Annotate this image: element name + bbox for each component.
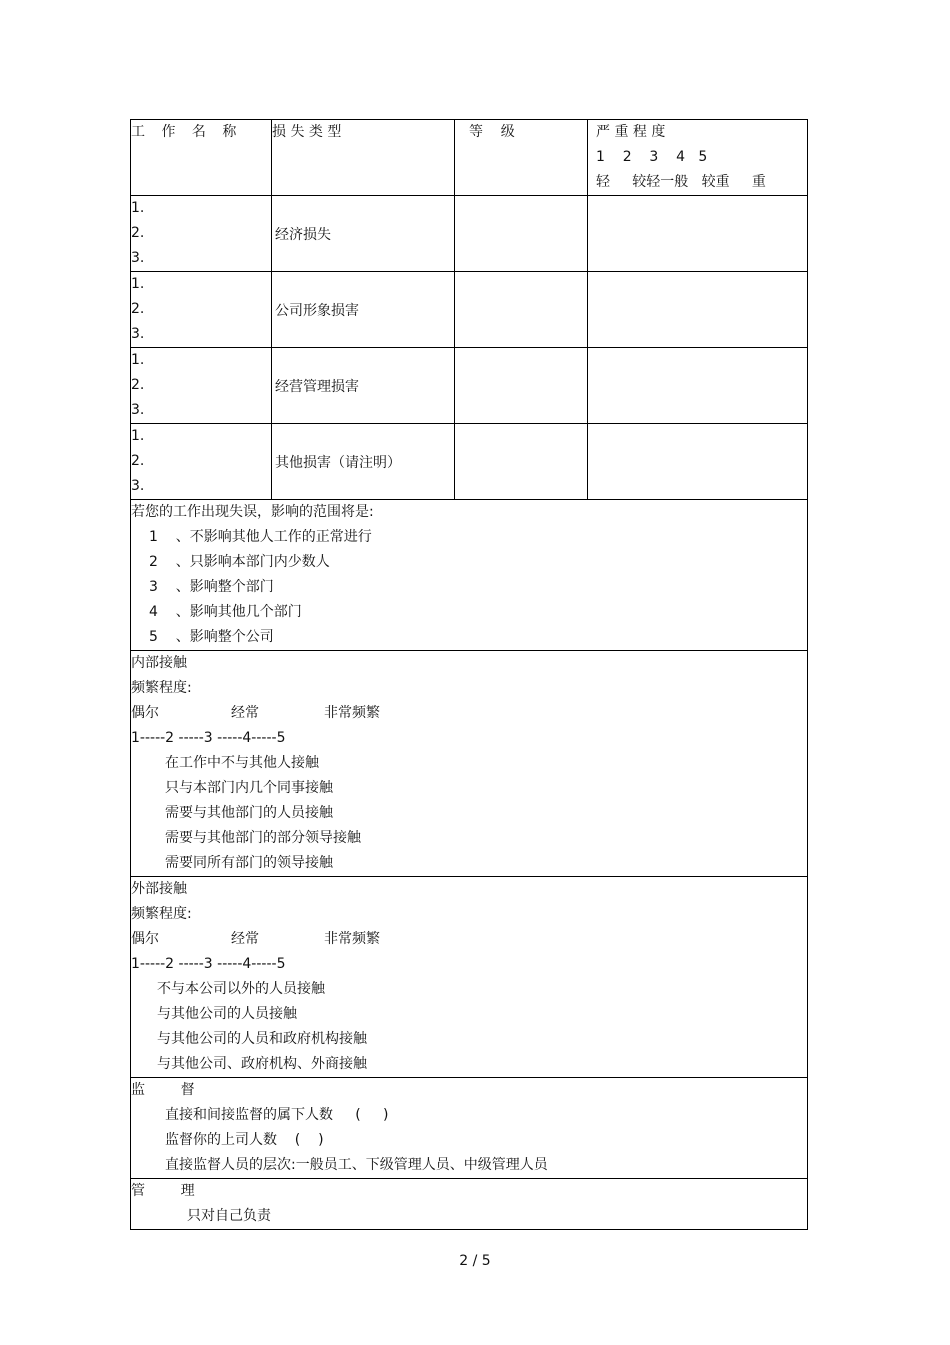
header-loss-type-label: 损 失 类 型 [272, 124, 342, 140]
internal-contact-option[interactable]: 在工作中不与其他人接触 [165, 755, 319, 771]
internal-contact-cell [131, 651, 808, 877]
manage-title: 管 理 [131, 1183, 195, 1199]
item-number: 2. [131, 453, 145, 469]
external-contact-cell [131, 877, 808, 1078]
impact-cell [131, 500, 808, 651]
loss-type-cell: 经济损失 [272, 196, 455, 272]
external-contact-option[interactable]: 不与本公司以外的人员接触 [157, 981, 325, 997]
job-name-cell [131, 196, 272, 272]
item-number: 1. [131, 352, 145, 368]
form-table [130, 119, 808, 1230]
item-number: 1. [131, 200, 145, 216]
manage-cell [131, 1179, 808, 1230]
loss-row-management [131, 348, 808, 424]
header-job-name-label: 工 作 名 称 [131, 124, 243, 140]
external-freq-label: 频繁程度: [131, 906, 192, 922]
header-row [131, 120, 808, 196]
loss-type-cell: 公司形象损害 [272, 272, 455, 348]
loss-type-cell: 其他损害（请注明） [272, 424, 455, 500]
item-number: 2. [131, 225, 145, 241]
item-number: 1. [131, 276, 145, 292]
internal-contact-option[interactable]: 需要与其他部门的部分领导接触 [165, 830, 361, 846]
severity-input-cell[interactable] [588, 272, 808, 348]
header-grade [455, 120, 588, 196]
header-grade-label: 等 级 [469, 124, 515, 140]
item-number: 2. [131, 301, 145, 317]
job-name-cell [131, 348, 272, 424]
impact-section [131, 500, 808, 651]
header-job-name [131, 120, 272, 196]
severity-labels: 轻 较轻一般 较重 重 [596, 174, 766, 190]
grade-input-cell[interactable] [455, 424, 588, 500]
freq-high-label: 非常频繁 [324, 931, 380, 947]
page-number: 2 / 5 [459, 1253, 491, 1269]
external-freq-legend [131, 927, 807, 952]
impact-title: 若您的工作出现失误，影响的范围将是: [131, 504, 374, 520]
supervise-title: 监 督 [131, 1082, 195, 1098]
internal-contact-section [131, 651, 808, 877]
impact-option[interactable]: 5 、影响整个公司 [149, 629, 274, 645]
grade-input-cell[interactable] [455, 348, 588, 424]
freq-high-label: 非常频繁 [324, 705, 380, 721]
loss-row-image [131, 272, 808, 348]
severity-input-cell[interactable] [588, 424, 808, 500]
job-name-cell [131, 424, 272, 500]
loss-row-economic [131, 196, 808, 272]
internal-freq-scale[interactable]: 1-----2 -----3 -----4-----5 [131, 730, 286, 746]
supervise-section [131, 1078, 808, 1179]
impact-option[interactable]: 3 、影响整个部门 [149, 579, 274, 595]
evaluation-form [130, 119, 807, 1230]
item-number: 3. [131, 402, 145, 418]
internal-contact-option[interactable]: 需要同所有部门的领导接触 [165, 855, 333, 871]
grade-input-cell[interactable] [455, 196, 588, 272]
freq-low-label: 偶尔 [131, 705, 159, 721]
manage-item[interactable]: 只对自己负责 [187, 1208, 271, 1224]
external-contact-section [131, 877, 808, 1078]
header-severity [588, 120, 808, 196]
external-freq-scale[interactable]: 1-----2 -----3 -----4-----5 [131, 956, 286, 972]
supervise-cell [131, 1078, 808, 1179]
item-number: 2. [131, 377, 145, 393]
external-contact-option[interactable]: 与其他公司的人员和政府机构接触 [157, 1031, 367, 1047]
impact-option[interactable]: 4 、影响其他几个部门 [149, 604, 302, 620]
supervise-item[interactable]: 直接和间接监督的属下人数 ( ) [165, 1107, 389, 1123]
job-name-cell [131, 272, 272, 348]
severity-title: 严 重 程 度 [596, 124, 666, 140]
supervise-item[interactable]: 直接监督人员的层次:一般员工、下级管理人员、中级管理人员 [165, 1157, 548, 1173]
manage-section [131, 1179, 808, 1230]
supervise-item[interactable]: 监督你的上司人数 ( ) [165, 1132, 324, 1148]
loss-type-cell: 经营管理损害 [272, 348, 455, 424]
internal-title: 内部接触 [131, 655, 187, 671]
impact-option[interactable]: 1 、不影响其他人工作的正常进行 [149, 529, 372, 545]
item-number: 1. [131, 428, 145, 444]
item-number: 3. [131, 478, 145, 494]
severity-input-cell[interactable] [588, 348, 808, 424]
freq-mid-label: 经常 [231, 931, 259, 947]
severity-scale: 1 2 3 4 5 [596, 149, 708, 165]
loss-row-other [131, 424, 808, 500]
external-title: 外部接触 [131, 881, 187, 897]
external-contact-option[interactable]: 与其他公司的人员接触 [157, 1006, 297, 1022]
freq-low-label: 偶尔 [131, 931, 159, 947]
grade-input-cell[interactable] [455, 272, 588, 348]
item-number: 3. [131, 326, 145, 342]
internal-freq-legend [131, 701, 807, 726]
item-number: 3. [131, 250, 145, 266]
external-contact-option[interactable]: 与其他公司、政府机构、外商接触 [157, 1056, 367, 1072]
internal-freq-label: 频繁程度: [131, 680, 192, 696]
impact-option[interactable]: 2 、只影响本部门内少数人 [149, 554, 330, 570]
header-loss-type [272, 120, 455, 196]
internal-contact-option[interactable]: 需要与其他部门的人员接触 [165, 805, 333, 821]
severity-input-cell[interactable] [588, 196, 808, 272]
freq-mid-label: 经常 [231, 705, 259, 721]
internal-contact-option[interactable]: 只与本部门内几个同事接触 [165, 780, 333, 796]
